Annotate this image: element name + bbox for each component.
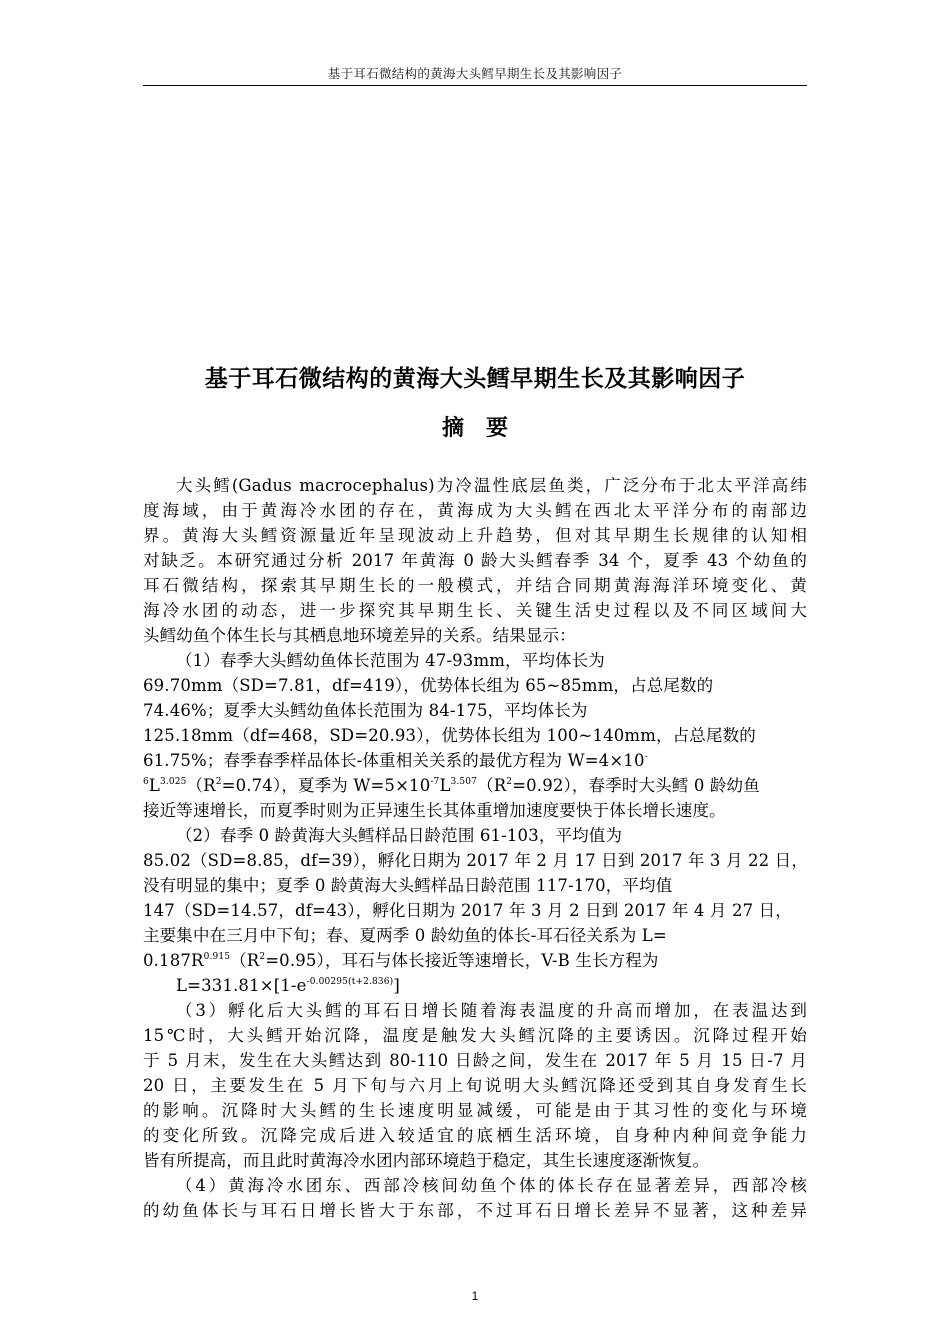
equation-line: $^6L^{3.025}(R^2=0.74)$，夏季为 $W=5\times 10^{-7}L^{3.507}(R^2=0.92)$，春季时大头鳕 0 龄幼鱼 [143,776,760,795]
text-line: （4）黄海冷水团东、西部冷核间幼鱼个体的体长存在显著差异，西部冷核 [176,1176,807,1195]
text-line: 于 5 月末，发生在大头鳕达到 80-110 日龄之间，发生在 2017 年 5 月 15 日-7 月 [143,1051,807,1070]
equation-line: 61.75%；春季春季样品体长-体重相关关系的最优方程为 W=4×10- [143,751,648,770]
text-line: （3）孵化后大头鳕的耳石日增长随着海表温度的升高而增加，在表温达到 [176,1001,807,1020]
text-line: 69.70mm（SD=7.81，df=419），优势体长组为 65~85mm，占总尾数的 [143,676,714,695]
text-line: 界。黄海大头鳕资源量近年呈现波动上升趋势，但对其早期生长规律的认知相 [143,526,807,545]
text-line: 147（SD=14.57，df=43），孵化日期为 2017 年 3 月 2 日到 2017 年 4 月 27 日， [143,901,792,920]
text-line: 接近等速增长，而夏季时则为正异速生长其体重增加速度要快于体长增长速度。 [143,801,726,820]
text-line: 15℃时，大头鳕开始沉降，温度是触发大头鳕沉降的主要诱因。沉降过程开始 [143,1026,807,1045]
equation-line: $0.187R^{0.915}(R^2=0.95)$，耳石与体长接近等速增长，V-B 生长方程为 [143,951,659,970]
text-line: 耳石微结构，探索其早期生长的一般模式，并结合同期黄海海洋环境变化、黄 [143,576,807,595]
text-line: 74.46%；夏季大头鳕幼鱼体长范围为 84-175，平均体长为 [143,701,588,720]
text-line: 主要集中在三月中下旬；春、夏两季 0 龄幼鱼的体长-耳石径关系为 L= [143,926,667,945]
text-line: 度海域，由于黄海冷水团的存在，黄海成为大头鳕在西北太平洋分布的南部边 [143,501,807,520]
text-line: 海冷水团的动态，进一步探究其早期生长、关键生活史过程以及不同区域间大 [143,601,807,620]
text-line: 的幼鱼体长与耳石日增长皆大于东部，不过耳石日增长差异不显著，这种差异 [143,1201,807,1220]
document-title: 基于耳石微结构的黄海大头鳕早期生长及其影响因子 [204,366,746,392]
text-line: 20 日，主要发生在 5 月下旬与六月上旬说明大头鳕沉降还受到其自身发育生长 [143,1076,807,1095]
text-line: 85.02（SD=8.85，df=39），孵化日期为 2017 年 2 月 17 日到 2017 年 3 月 22 日， [143,851,808,870]
header-rule [143,85,807,86]
text-line: （2）春季 0 龄黄海大头鳕样品日龄范围 61-103，平均值为 [176,826,623,845]
text-line: 头鳕幼鱼个体生长与其栖息地环境差异的关系。结果显示： [143,626,576,645]
equation-line: $L=331.81\times[1-e^{-0.00295(t+2.836)}]$ [176,976,400,995]
text-line: 皆有所提高，而且此时黄海冷水团内部环境趋于稳定，其生长速度逐渐恢复。 [143,1151,710,1170]
running-header: 基于耳石微结构的黄海大头鳕早期生长及其影响因子 [327,66,623,81]
text-line: 对缺乏。本研究通过分析 2017 年黄海 0 龄大头鳕春季 34 个，夏季 43 个幼鱼的 [143,551,807,570]
text-line: （1）春季大头鳕幼鱼体长范围为 47-93mm，平均体长为 [176,651,605,670]
text-line: 没有明显的集中；夏季 0 龄黄海大头鳕样品日龄范围 117-170，平均值 [143,876,673,895]
text-line: 大头鳕(Gadus macrocephalus)为冷温性底层鱼类，广泛分布于北太平洋高纬 [176,476,807,495]
abstract-heading: 摘 要 [441,416,508,441]
text-line: 125.18mm（df=468，SD=20.93），优势体长组为 100~140mm，占总尾数的 [143,726,756,745]
page-number: 1 [471,1289,479,1303]
text-line: 的变化所致。沉降完成后进入较适宜的底栖生活环境，自身种内种间竞争能力 [143,1126,807,1145]
text-line: 的影响。沉降时大头鳕的生长速度明显减缓，可能是由于其习性的变化与环境 [143,1101,807,1120]
